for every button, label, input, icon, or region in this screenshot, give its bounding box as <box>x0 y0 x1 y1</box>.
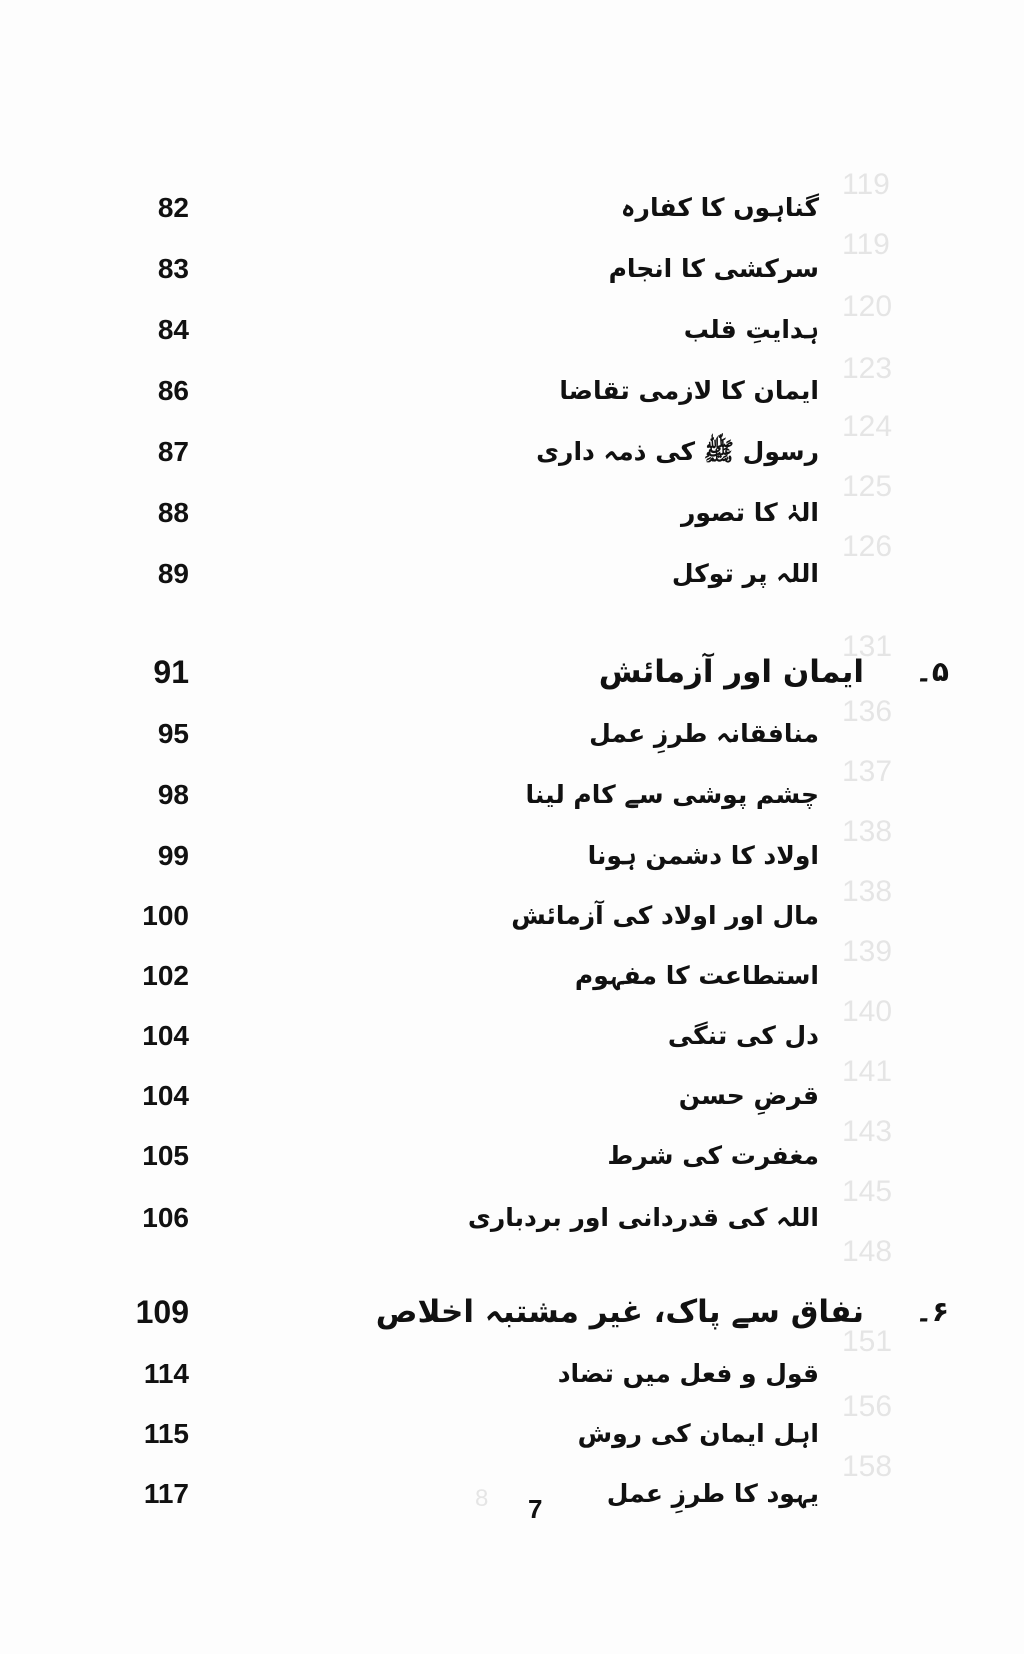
toc-page-number: 104 <box>142 1020 189 1051</box>
toc-entry <box>0 485 1024 541</box>
bleed-number: 119 <box>842 168 890 201</box>
toc-chapter-heading <box>0 1284 1024 1340</box>
toc-title: سرکشی کا انجام <box>608 254 819 283</box>
toc-entry <box>0 363 1024 419</box>
toc-title: دل کی تنگی <box>667 1021 819 1050</box>
toc-title: الہٰ کا تصور <box>680 498 819 527</box>
toc-page-number: 115 <box>143 1418 189 1449</box>
toc-title: ہدایتِ قلب <box>683 315 819 344</box>
toc-title: مال اور اولاد کی آزمائش <box>511 901 819 930</box>
bleed-number: 137 <box>842 755 893 788</box>
toc-title: اہل ایمان کی روش <box>577 1419 819 1448</box>
toc-entry <box>0 1190 1024 1246</box>
toc-entry <box>0 706 1024 762</box>
toc-title: اللہ کی قدردانی اور بردباری <box>467 1203 819 1232</box>
toc-title: مغفرت کی شرط <box>607 1141 819 1170</box>
toc-title: قول و فعل میں تضاد <box>557 1359 819 1388</box>
toc-page-number: 104 <box>142 1080 189 1111</box>
toc-title: ایمان کا لازمی تقاضا <box>559 376 819 405</box>
bleed-number: 148 <box>842 1235 893 1268</box>
chapter-number: ۶۔ <box>915 1295 949 1328</box>
toc-page-number: 91 <box>153 654 189 690</box>
bleed-number: 139 <box>842 935 893 968</box>
toc-title: استطاعت کا مفہوم <box>574 961 819 990</box>
bleed-number: 141 <box>842 1055 893 1088</box>
toc-page-number: 95 <box>157 718 189 749</box>
toc-entry <box>0 424 1024 480</box>
toc-page-number: 89 <box>157 558 189 589</box>
chapter-title: نفاق سے پاک، غیر مشتبہ اخلاص <box>375 1294 864 1330</box>
toc-title: قرضِ حسن <box>678 1081 819 1110</box>
toc-page-number: 84 <box>157 314 189 345</box>
toc-title: منافقانہ طرزِ عمل <box>589 719 819 748</box>
toc-entry <box>0 1068 1024 1124</box>
toc-page-number: 105 <box>142 1140 189 1171</box>
toc-title: چشم پوشی سے کام لینا <box>525 780 819 809</box>
toc-page-number: 100 <box>142 900 189 931</box>
bleed-number: 123 <box>842 352 893 385</box>
chapter-number: ۵۔ <box>915 655 949 688</box>
page-number-footer: 7 <box>528 1494 543 1524</box>
toc-entry <box>0 1406 1024 1462</box>
bleed-number: 124 <box>842 410 893 443</box>
toc-page-number: 82 <box>157 192 189 223</box>
bleed-number: 131 <box>842 630 893 663</box>
toc-page-number: 117 <box>143 1478 189 1509</box>
bleed-number: 125 <box>842 470 893 503</box>
bleed-number: 143 <box>842 1115 893 1148</box>
bleed-number: 158 <box>842 1450 893 1483</box>
toc-title: اولاد کا دشمن ہونا <box>587 841 819 870</box>
bleed-number: 140 <box>842 995 893 1028</box>
toc-page-number: 86 <box>157 375 189 406</box>
toc-chapter-heading <box>0 644 1024 700</box>
bleed-number: 145 <box>842 1175 893 1208</box>
toc-page-number: 109 <box>135 1294 189 1330</box>
toc-entry <box>0 241 1024 297</box>
toc-title: گناہوں کا کفارہ <box>620 193 819 222</box>
toc-entry <box>0 302 1024 358</box>
bleed-number: 8 <box>475 1485 489 1512</box>
toc-title: رسول ﷺ کی ذمہ داری <box>536 437 819 466</box>
toc-entry <box>0 1466 1024 1522</box>
toc-entry <box>0 546 1024 602</box>
toc-page-number: 99 <box>157 840 189 871</box>
toc-entry <box>0 180 1024 236</box>
bleed-number: 156 <box>842 1390 893 1423</box>
toc-entry <box>0 1346 1024 1402</box>
bleed-number: 126 <box>842 530 893 563</box>
bleed-number: 138 <box>842 875 893 908</box>
toc-entry <box>0 888 1024 944</box>
toc-title: اللہ پر توکل <box>671 559 819 588</box>
toc-entry <box>0 1128 1024 1184</box>
toc-entry <box>0 767 1024 823</box>
toc-entry <box>0 948 1024 1004</box>
toc-title: یہود کا طرزِ عمل <box>606 1479 819 1508</box>
bleed-number: 136 <box>842 695 893 728</box>
bleed-number: 119 <box>842 228 890 261</box>
toc-page-number: 88 <box>157 497 189 528</box>
toc-entry <box>0 1008 1024 1064</box>
toc-page-number: 83 <box>157 253 189 284</box>
bleed-number: 138 <box>842 815 893 848</box>
toc-page-number: 98 <box>157 779 189 810</box>
chapter-title: ایمان اور آزمائش <box>598 654 864 690</box>
toc-page-number: 106 <box>142 1202 189 1233</box>
bleed-number: 120 <box>842 290 893 323</box>
toc-page-number: 114 <box>143 1358 189 1389</box>
toc-page-number: 102 <box>142 960 189 991</box>
toc-page-number: 87 <box>157 436 189 467</box>
toc-entry <box>0 828 1024 884</box>
bleed-number: 151 <box>842 1325 893 1358</box>
